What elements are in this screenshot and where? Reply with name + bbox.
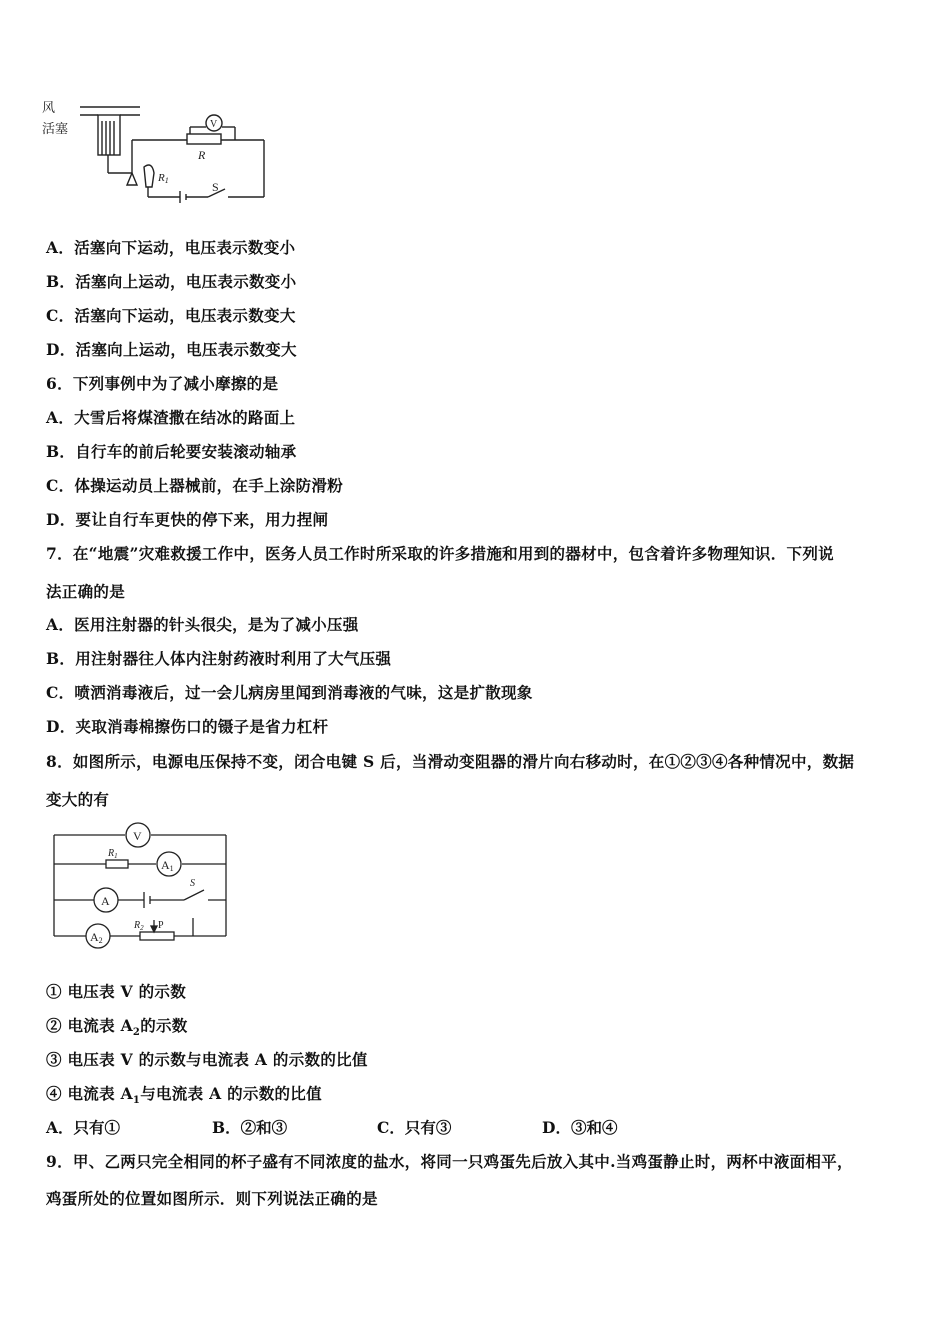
q5-option-d: D．活塞向上运动，电压表示数变大	[46, 340, 297, 359]
resistor-r1-label: $R_1$	[108, 848, 118, 860]
q8-option-c: C．只有③	[377, 1118, 452, 1137]
voltmeter-label: V	[210, 119, 218, 130]
wind-label: 风	[42, 100, 56, 115]
q8-circuit-figure	[48, 820, 233, 950]
q7-option-d: D．夹取消毒棉擦伤口的镊子是省力杠杆	[46, 717, 329, 736]
ammeter-a1-label: A1	[161, 858, 174, 873]
q8-item-4: ④ 电流表 $A_1$与电流表 A 的示数的比值	[46, 1084, 322, 1107]
q8-stem-line2: 变大的有	[46, 790, 110, 809]
q8-item-3: ③ 电压表 V 的示数与电流表 A 的示数的比值	[46, 1050, 368, 1069]
q8-item-2: ② 电流表 $A_2$的示数	[46, 1016, 188, 1039]
ammeter-a-label: A	[101, 894, 110, 908]
q8-option-a: A．只有①	[46, 1118, 121, 1137]
voltmeter-v-label: V	[133, 829, 142, 843]
q6-stem: 6．下列事例中为了减小摩擦的是	[46, 374, 279, 393]
switch-s-label: S	[190, 878, 195, 889]
q6-option-a: A．大雪后将煤渣撒在结冰的路面上	[46, 408, 296, 427]
q5-option-a: A．活塞向下运动，电压表示数变小	[46, 238, 296, 257]
q6-option-c: C．体操运动员上器械前，在手上涂防滑粉	[46, 476, 344, 495]
ammeter-a2-label: A2	[90, 930, 103, 945]
wind-piston-circuit-figure	[40, 95, 280, 210]
q6-option-b: B．自行车的前后轮要安装滚动轴承	[46, 442, 297, 461]
slider-p-label: P	[158, 920, 164, 931]
q5-option-b: B．活塞向上运动，电压表示数变小	[46, 272, 297, 291]
q9-stem-line2: 鸡蛋所处的位置如图所示．则下列说法正确的是	[46, 1189, 378, 1208]
q7-stem-line2: 法正确的是	[46, 582, 126, 601]
q7-option-c: C．喷洒消毒液后，过一会儿病房里闻到消毒液的气味，这是扩散现象	[46, 683, 533, 702]
q8-item-1: ① 电压表 V 的示数	[46, 982, 187, 1001]
q8-option-b: B．②和③	[212, 1118, 288, 1137]
q7-option-a: A．医用注射器的针头很尖，是为了减小压强	[46, 615, 359, 634]
q5-option-c: C．活塞向下运动，电压表示数变大	[46, 306, 296, 325]
switch-s-label: S	[212, 180, 219, 194]
q7-option-b: B．用注射器往人体内注射药液时利用了大气压强	[46, 649, 392, 668]
q7-stem-line1: 7．在“地震”灾难救援工作中，医务人员工作时所采取的许多措施和用到的器材中，包含着许多物理知识．下列说	[46, 544, 834, 563]
piston-label: 活塞	[42, 121, 69, 136]
resistor-r-label: R	[198, 148, 206, 162]
resistor-r1-label: R1	[158, 172, 169, 185]
q8-stem-line1: 8．如图所示，电源电压保持不变，闭合电键 S 后，当滑动变阻器的滑片向右移动时，在①②③④各种情况中，数据	[46, 752, 855, 771]
resistor-r2-label: $R_2$	[134, 920, 144, 932]
q6-option-d: D．要让自行车更快的停下来，用力捏闸	[46, 510, 329, 529]
q9-stem-line1: 9．甲、乙两只完全相同的杯子盛有不同浓度的盐水，将同一只鸡蛋先后放入其中.当鸡蛋静止时，两杯中液面相平，	[46, 1152, 853, 1171]
q8-option-d: D．③和④	[542, 1118, 618, 1137]
